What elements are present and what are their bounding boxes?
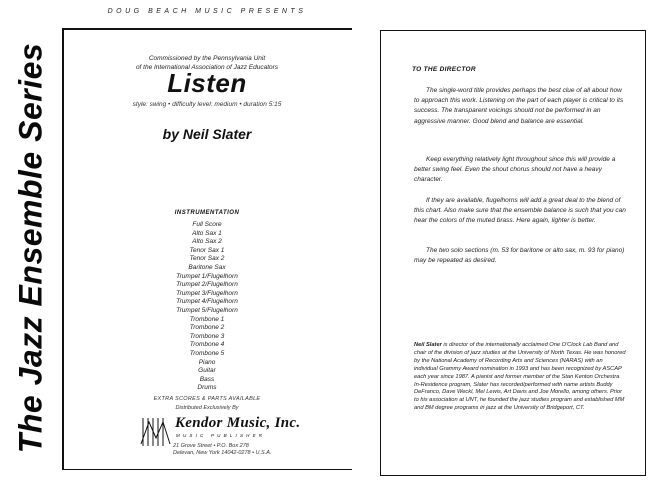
publisher-address-line-2: Delevan, New York 14042-0278 • U.S.A. — [173, 450, 272, 456]
director-paragraph: The two solo sections (m. 53 for baritone or alto sax, m. 93 for piano) may be repeated as desired. — [414, 247, 625, 265]
piece-title: Listen — [167, 68, 247, 98]
instrumentation-list — [62, 221, 352, 393]
commission-line-2: of the International Association of Jazz Educators — [135, 64, 279, 71]
instrument-item: Trombone 5 — [189, 349, 225, 357]
instrumentation-heading: INSTRUMENTATION — [174, 210, 240, 216]
instrument-item: Trombone 4 — [189, 341, 225, 349]
brand-header: DOUG BEACH MUSIC PRESENTS — [107, 8, 307, 15]
instrument-item: Piano — [198, 358, 216, 366]
series-spine — [0, 0, 62, 500]
instrument-item: Tenor Sax 1 — [189, 246, 225, 254]
instrument-item: Guitar — [198, 367, 216, 375]
instrument-item: Drums — [197, 384, 217, 392]
kendor-logo-icon — [139, 414, 173, 450]
publisher-name: Kendor Music, Inc. — [175, 415, 301, 431]
composer-bio — [414, 342, 626, 413]
composer-credit: by Neil Slater — [162, 126, 252, 142]
instrument-item: Trumpet 4/Flugelhorn — [176, 298, 238, 306]
instrument-item: Trombone 1 — [189, 315, 225, 323]
instrument-item: Trumpet 1/Flugelhorn — [176, 272, 238, 280]
director-paragraph: The single-word title provides perhaps the best clue of all about how to approach this work. Listening on the part of each player is critical to its success. The transparent voicings should not be performed in an aggressive manner. Good blend and balance are essential. — [414, 87, 624, 125]
distributed-note: Distributed Exclusively By — [175, 405, 239, 411]
bio-text: is director of the internationally acclaimed One O'Clock Lab Band and chair of the division of jazz studies at the University of North Texas. He was honored by the National Academy of Recording Arts and Sciences (NARAS) with an individual Grammy Award nomination in 1993 and has been recognized by ASCAP each year since 1987. A pianist and former member of the Stan Kenton Orchestra In-Residence program, Slater has recorded/performed with name artists Buddy DeFranco, Dave Weckl, Mel Lewis, Art Davis and Joe Morello, among others. Prior to his association at UNT, he founded the jazz studies program and established MM and BM degree programs in jazz at the University of Bridgeport, CT. — [414, 342, 626, 412]
director-heading: TO THE DIRECTOR — [412, 66, 476, 73]
instrument-item: Bass — [199, 375, 215, 383]
instrument-item: Trumpet 2/Flugelhorn — [176, 281, 238, 289]
bio-name: Neil Slater — [414, 342, 442, 348]
commission-line-1: Commissioned by the Pennsylvania Unit — [148, 55, 266, 62]
series-title: The Jazz Ensemble Series — [12, 42, 49, 454]
extra-scores-note: EXTRA SCORES & PARTS AVAILABLE — [153, 396, 261, 402]
instrument-item: Trombone 3 — [189, 332, 225, 340]
instrument-item: Trumpet 3/Flugelhorn — [176, 289, 238, 297]
piece-meta: style: swing • difficulty level: medium • duration 5:15 — [132, 101, 282, 108]
instrument-item: Tenor Sax 2 — [189, 255, 225, 263]
instrument-item: Trumpet 5/Flugelhorn — [176, 306, 238, 314]
instrument-item: Alto Sax 1 — [192, 229, 222, 237]
instrument-item: Full Score — [192, 221, 222, 228]
director-paragraph: If they are available, flugelhorns will add a great deal to the blend of this chart. Also make sure that the ensemble balance is such that you can hear the colors of the muted brass. Here again, lighter is better. — [414, 197, 626, 225]
instrument-item: Alto Sax 2 — [192, 238, 222, 246]
director-paragraph: Keep everything relatively light throughout since this will provide a better swing feel. Even the shout chorus should not have a heavy character. — [414, 156, 616, 184]
publisher-subtitle: MUSIC PUBLISHER — [176, 433, 266, 438]
instrument-item: Trombone 2 — [189, 324, 225, 332]
instrument-item: Baritone Sax — [188, 263, 226, 271]
publisher-address-line-1: 21 Grove Street • P.O. Box 278 — [173, 443, 249, 449]
